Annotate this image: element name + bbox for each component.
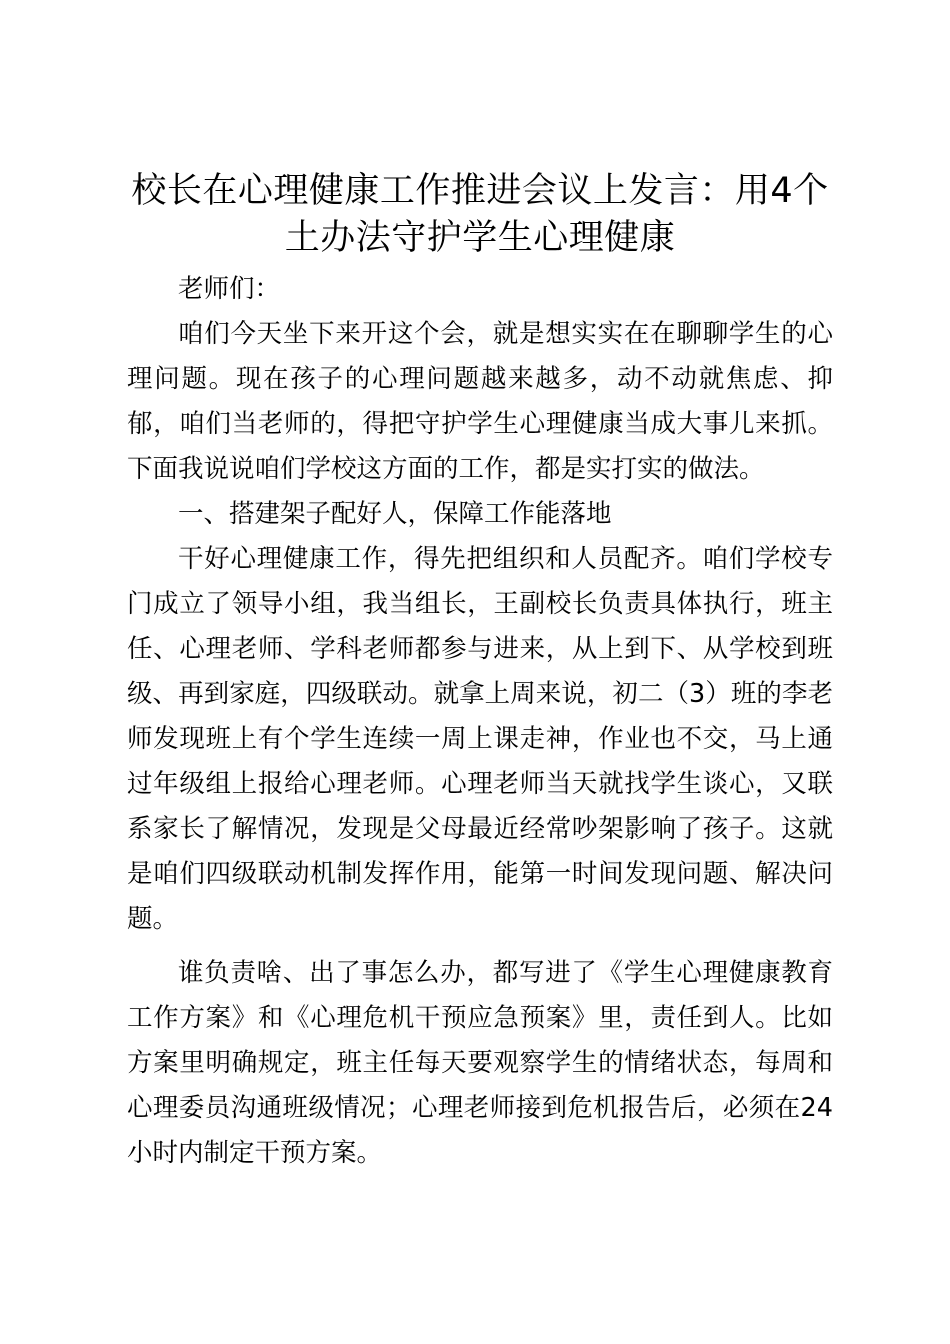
document-title: 校长在心理健康工作推进会议上发言：用4个土办法守护学生心理健康: [131, 171, 829, 258]
salutation: 老师们：: [178, 274, 281, 304]
paragraph-responsibility: 谁负责啥、出了事怎么办，都写进了《学生心理健康教育工作方案》和《心理危机干预应急预案》里，责任到人。比如方案里明确规定，班主任每天要观察学生的情绪状态，每周和心理委员沟通班级情况；心理老师接到危机报告后，必须在24小时内制定干预方案。: [127, 958, 833, 1168]
document-page: [127, 168, 833, 1176]
paragraph-organization: 干好心理健康工作，得先把组织和人员配齐。咱们学校专门成立了领导小组，我当组长，王副校长负责具体执行，班主任、心理老师、学科老师都参与进来，从上到下、从学校到班级、再到家庭，四级联动。就拿上周来说，初二（3）班的李老师发现班上有个学生连续一周上课走神，作业也不交，马上通过年级组上报给心理老师。心理老师当天就找学生谈心，又联系家长了解情况，发现是父母最近经常吵架影响了孩子。这就是咱们四级联动机制发挥作用，能第一时间发现问题、解决问题。: [127, 544, 833, 934]
paragraph-intro: 咱们今天坐下来开这个会，就是想实实在在聊聊学生的心理问题。现在孩子的心理问题越来越多，动不动就焦虑、抑郁，咱们当老师的，得把守护学生心理健康当成大事儿来抓。下面我说说咱们学校这方面的工作，都是实打实的做法。: [127, 319, 833, 484]
document-body: [127, 267, 833, 1176]
section-heading-1: 一、搭建架子配好人，保障工作能落地: [178, 499, 612, 529]
